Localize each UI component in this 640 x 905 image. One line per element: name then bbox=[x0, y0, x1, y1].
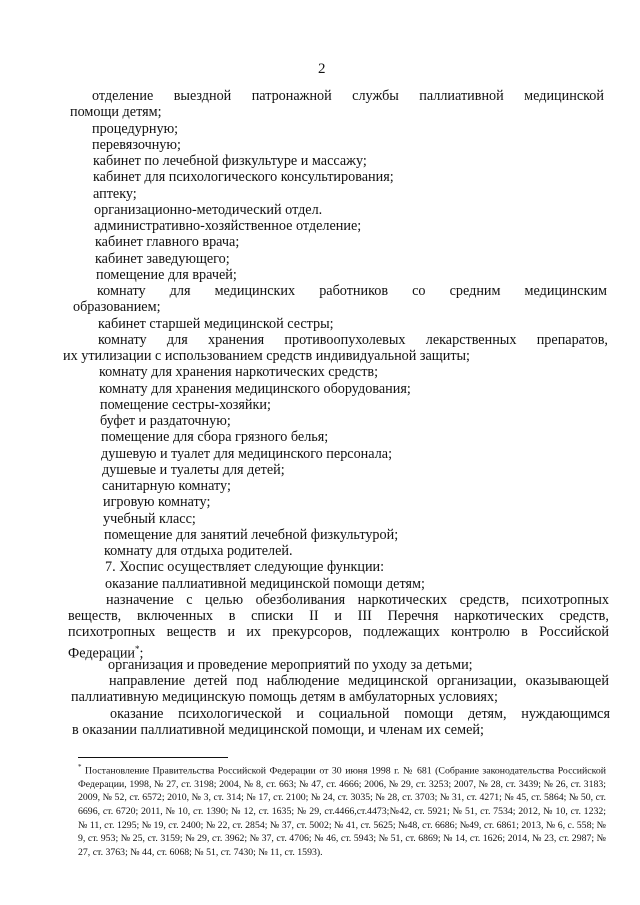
text-line: образованием; bbox=[73, 299, 161, 316]
text-line: комнату для отдыха родителей. bbox=[104, 543, 293, 559]
text-line: помещение для занятий лечебной физкультурой; bbox=[104, 526, 399, 543]
text-line-justified: оказание психологической и социальной помощи детям, нуждающимся bbox=[110, 705, 610, 722]
text-line: процедурную; bbox=[92, 120, 179, 137]
text-line: в оказании паллиативной медицинской помощи, и членам их семей; bbox=[72, 721, 484, 738]
text-line: санитарную комнату; bbox=[102, 478, 231, 494]
section-heading: 7. Хоспис осуществляет следующие функции: bbox=[105, 559, 385, 576]
text-line-justified: отделение выездной патронажной службы паллиативной медицинской bbox=[92, 88, 604, 104]
text-line: аптеку; bbox=[93, 185, 137, 202]
text-line: их утилизации с использованием средств индивидуальной защиты; bbox=[63, 348, 470, 364]
text-line: кабинет заведующего; bbox=[95, 250, 230, 267]
text-line: душевые и туалеты для детей; bbox=[102, 461, 285, 478]
text-line: паллиативную медицинскую помощь детям в амбулаторных условиях; bbox=[71, 689, 498, 706]
text-line-justified: комнату для медицинских работников со средним медицинским bbox=[97, 283, 607, 299]
text-line: помещение сестры-хозяйки; bbox=[100, 396, 271, 413]
text-line: душевую и туалет для медицинского персонала; bbox=[101, 445, 393, 462]
text-line-justified: направление детей под наблюдение медицинской организации, оказывающей bbox=[109, 673, 609, 689]
text-line: учебный класс; bbox=[103, 510, 196, 527]
text-line: перевязочную; bbox=[92, 136, 181, 153]
text-line: организационно-методический отдел. bbox=[94, 201, 323, 218]
text-line-justified: комнату для хранения противоопухолевых лекарственных препаратов, bbox=[98, 331, 608, 348]
text-line: кабинет по лечебной физкультуре и массажу; bbox=[93, 153, 367, 169]
text-line: помещение для сбора грязного белья; bbox=[101, 429, 329, 446]
text-line: кабинет старшей медицинской сестры; bbox=[98, 315, 334, 332]
text-line: кабинет главного врача; bbox=[95, 234, 240, 251]
text-line: организация и проведение мероприятий по уходу за детьми; bbox=[108, 656, 473, 673]
text-line-justified: психотропных веществ и их прекурсоров, подлежащих контролю в Российской bbox=[68, 624, 609, 641]
footnote-rule bbox=[78, 757, 228, 758]
text-line-justified: назначение с целью обезболивания наркотических средств, психотропных bbox=[106, 591, 609, 608]
text-line: помещение для врачей; bbox=[96, 266, 237, 283]
footnote-mark: * bbox=[135, 643, 140, 654]
text-line: кабинет для психологического консультирования; bbox=[93, 169, 394, 186]
text-line-with-footnote: Федерации*; bbox=[68, 643, 144, 662]
text-line: комнату для хранения наркотических средств; bbox=[99, 364, 379, 381]
footnote: * Постановление Правительства Российской Федерации от 30 июня 1998 г. № 681 (Собрание законодательства Российской Федерации, 1998, № 27, ст. 3198; 2004, № 8, ст. 663; № 47, ст. 4666; 2006, № 29, ст. 3253; 2007, № 28, ст. 3439; № 26, ст. 3183; 2009, № 52, ст. 6572; 2010, № 3, ст. 314; № 17, ст. 2100; № 24, ст. 3035; № 28, ст. 3703; № 31, ст. 4271; № 45, ст. 5864; № 50, ст. 6696, ст. 6720; 2011, № 10, ст. 1390; № 12, ст. 1635; № 29, ст.4466,ст.4473;№42, ст. 5921; № 51, ст. 7534; 2012, № 10, ст. 1232; № 11, ст. 1295; № 19, ст. 2400; № 22, ст. 2854; № 37, ст. 5002; № 41, ст. 5625; №48, ст. 6686; №49, ст. 6861; 2013, № 6, с. 558; № 9, ст. 953; № 25, ст. 3159; № 29, ст. 3962; № 37, ст. 4706; № 46, ст. 5943; № 51, ст. 6869; № 14, ст. 1626; 2014, № 23, ст. 2987; № 27, ст. 3763; № 44, ст. 6068; № 51, ст. 7430; № 11, ст. 1593). bbox=[78, 763, 607, 858]
text-line: комнату для хранения медицинского оборудования; bbox=[99, 380, 411, 397]
text-line: игровую комнату; bbox=[103, 494, 211, 511]
page-number: 2 bbox=[318, 61, 326, 77]
text-line: буфет и раздаточную; bbox=[100, 413, 231, 429]
text-line-justified: веществ, включенных в списки II и III Перечня наркотических средств, bbox=[68, 608, 609, 624]
text-line: оказание паллиативной медицинской помощи детям; bbox=[105, 575, 425, 592]
text-line: помощи детям; bbox=[70, 104, 162, 121]
text-line: административно-хозяйственное отделение; bbox=[94, 218, 362, 234]
